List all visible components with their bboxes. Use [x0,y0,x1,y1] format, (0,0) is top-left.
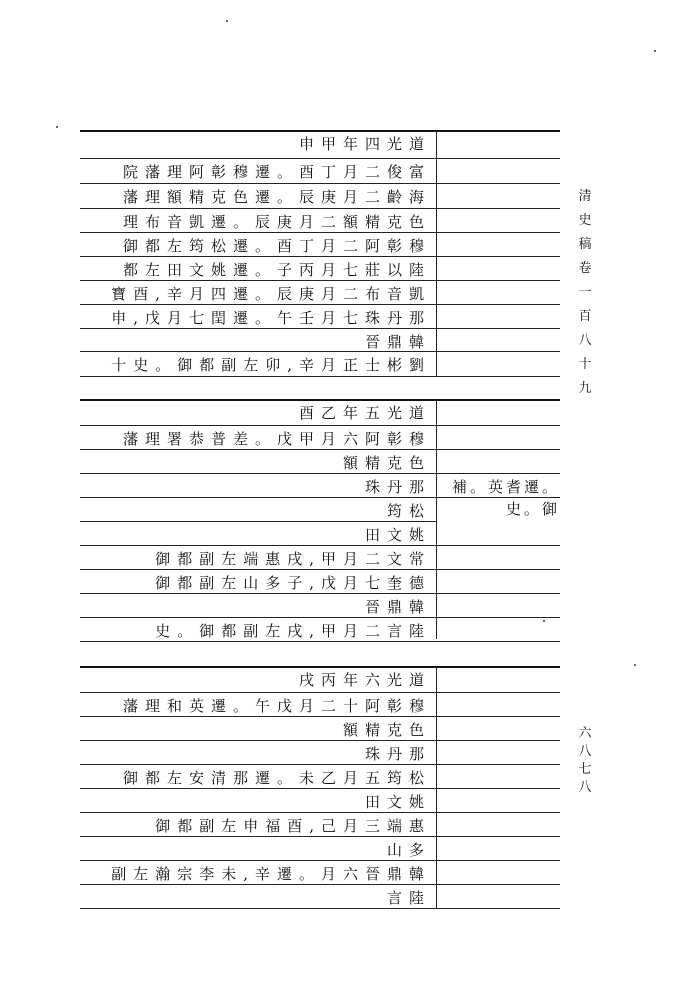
table-row: 院藩理阿彰穆遷。酉丁月二俊富 [122,163,431,181]
row-rule [80,280,560,281]
table-row: 御都副左山多子,戊月七奎德 [155,574,431,592]
table-row: 珠丹那 [364,478,431,496]
table-row: 額精克色 [342,454,431,472]
table-row: 藩理署恭普差。戊甲月六阿彰穆 [122,430,431,448]
table-row: 史。御都副左戌,甲月二言陸 [155,622,431,640]
table-row: 理布音凱遷。辰庚月二額精克色 [122,213,431,231]
row-rule [80,593,560,594]
table-row: 御都左筠松遷。酉丁月二阿彰穆 [122,237,431,255]
row-rule [80,716,560,717]
print-speck [634,664,636,666]
table-row: 田文姚 [364,793,431,811]
table-row: 言陸 [386,889,431,907]
print-speck [56,126,58,128]
row-rule [80,208,560,209]
row-rule [80,351,560,352]
print-speck [226,20,228,22]
table-row: 副左瀚宗李未,辛遷。月六晉鼎韓 [111,865,431,883]
table-row: 晉鼎韓 [364,333,431,351]
column-divider [436,399,437,639]
row-rule [80,740,560,741]
table-row: 山多 [386,841,431,859]
table-row: 藩理和英遷。午戊月二十阿彰穆 [122,697,431,715]
row-rule [80,641,560,642]
section-header: 酉乙年五光道 [298,404,431,422]
row-rule [80,232,560,233]
print-speck [543,620,545,622]
margin-title: 清史稿卷一百八十九 [578,189,592,396]
row-rule [80,569,560,570]
table-row: 筠松 [386,502,431,520]
table-row: 寶酉,辛月四遷。辰庚月二布音凱 [111,285,431,303]
row-rule [80,908,560,909]
row-rule [80,521,436,522]
row-rule [80,183,560,184]
table-row: 額精克色 [342,721,431,739]
right-cell: 補。英耆遷。 [451,478,560,496]
section-header: 申甲年四光道 [298,135,431,153]
section-header: 戌丙年六光道 [298,671,431,689]
column-divider [436,666,437,908]
table-row: 御都副左申福酉,己月三端惠 [155,817,431,835]
row-rule [80,473,560,474]
row-rule [80,425,560,426]
row-rule [80,788,560,789]
table-row: 都左田文姚遷。子丙月七莊以陸 [122,261,431,279]
row-rule [80,328,560,329]
row-rule [80,376,560,377]
table-row: 晉鼎韓 [364,598,431,616]
row-rule [80,256,560,257]
row-rule [80,692,560,693]
row-rule [80,836,560,837]
row-rule [80,860,560,861]
row-rule [80,617,560,618]
page-number: 六八七八 [578,726,592,795]
column-divider [436,130,437,376]
table-row: 珠丹那 [364,745,431,763]
row-rule [80,545,560,546]
row-rule [80,158,560,159]
row-rule [80,884,560,885]
row-rule [80,449,560,450]
print-speck [654,50,656,52]
table-row: 藩理額精克色遷。辰庚月二齡海 [122,188,431,206]
row-rule [80,812,560,813]
right-cell: 史。御 [505,500,560,518]
table-row: 十史。御都副左卯,辛月正士彬劉 [111,356,431,374]
row-rule [80,764,560,765]
row-rule [80,304,560,305]
table-row: 御都左安清那遷。未乙月五筠松 [122,769,431,787]
table-row: 田文姚 [364,526,431,544]
table-row: 申,戊月七閏遷。午壬月七珠丹那 [111,309,431,327]
table-row: 御都副左端惠戌,甲月二文常 [155,550,431,568]
